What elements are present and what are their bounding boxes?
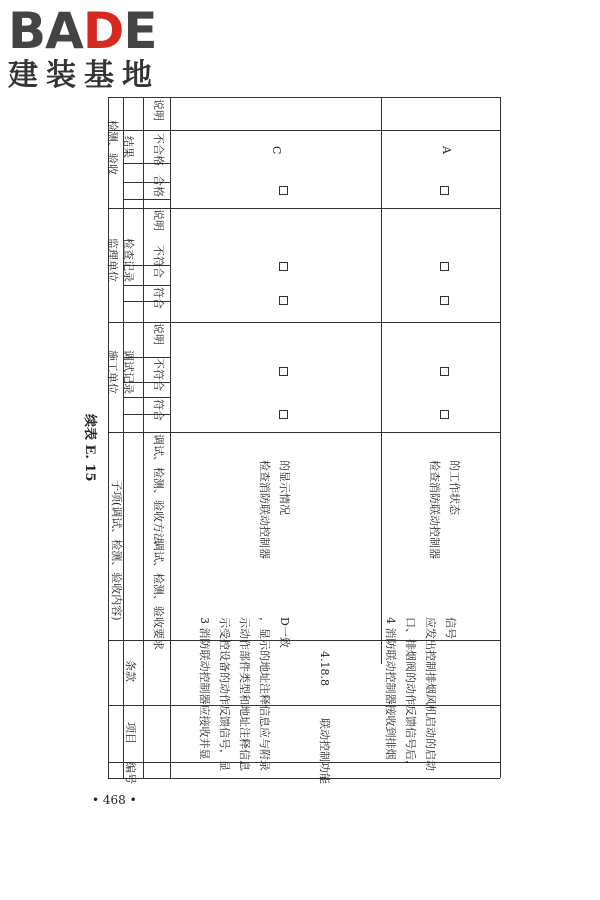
table-rule — [123, 285, 170, 286]
table-rule — [108, 432, 500, 433]
row4-requirement: 应发出控制排烟风机启动的启动 — [424, 617, 437, 771]
row-clause: 4.18.8 — [318, 651, 331, 686]
row3-requirement: D一致 — [278, 617, 291, 648]
logo-subtitle: 建装基地 — [8, 58, 160, 93]
table-title: 续表 E. 15 — [82, 414, 97, 482]
row3-method: 的显示情况 — [278, 460, 291, 515]
table-rule — [108, 97, 109, 778]
header-requirement: 调试、检测、验收要求 — [152, 540, 165, 650]
row4-requirement: 信号 — [444, 617, 457, 639]
table-rule — [108, 130, 500, 131]
row3-requirement: 3 消防联动控制器应接收并显 — [198, 617, 211, 760]
construction-note: 说明 — [152, 323, 165, 345]
row3-checkbox — [279, 296, 288, 305]
logo-wordmark: BADE — [8, 2, 157, 60]
row4-checkbox — [440, 296, 449, 305]
row4-checkbox — [440, 186, 449, 195]
result-fail: 不合格 — [152, 133, 165, 166]
table-rule — [108, 705, 500, 706]
header-number: 编号 — [124, 762, 137, 784]
header-clause: 条款 — [124, 660, 137, 682]
header-item: 项目 — [124, 722, 137, 744]
row4-checkbox — [440, 262, 449, 271]
table-rule — [170, 97, 171, 778]
row4-result-class: A — [440, 146, 453, 154]
result-note: 说明 — [152, 99, 165, 121]
header-construction-b: 调试记录 — [122, 350, 135, 394]
row3-checkbox — [279, 367, 288, 376]
row4-checkbox — [440, 367, 449, 376]
header-result-a: 检测、验收 — [106, 120, 119, 175]
header-sub-item: 子项(调试、检测、验收内容) — [110, 480, 123, 621]
table-rule — [381, 97, 382, 664]
page-number: • 468 • — [92, 793, 137, 807]
table-rule — [123, 199, 170, 200]
header-construction-a: 施工单位 — [106, 350, 119, 394]
row3-requirement: 示动作部件类型和地址注释信息 — [238, 617, 251, 771]
header-supervision-a: 监理单位 — [106, 238, 119, 282]
row4-method: 检查消防联动控制器 — [428, 460, 441, 559]
supervision-note: 说明 — [152, 209, 165, 231]
construction-pass: 符合 — [152, 399, 165, 421]
row4-checkbox — [440, 410, 449, 419]
table-rule — [123, 397, 170, 398]
row3-requirement: ，显示的地址注释信息应与附录 — [258, 617, 271, 771]
supervision-pass: 符合 — [152, 287, 165, 309]
row3-result-class: C — [270, 146, 283, 155]
table-rule — [108, 97, 500, 98]
row3-method: 检查消防联动控制器 — [258, 460, 271, 559]
construction-fail: 不符合 — [152, 358, 165, 391]
table-rule — [108, 762, 500, 763]
header-supervision-b: 检查记录 — [122, 238, 135, 282]
table-rule — [108, 640, 500, 641]
table-rule — [500, 97, 501, 778]
table-rule — [108, 208, 500, 209]
row4-method: 的工作状态 — [448, 460, 461, 515]
row-item-name: 联动控制功能 — [318, 718, 331, 784]
row3-checkbox — [279, 262, 288, 271]
row3-requirement: 示受控设备的动作反馈信号，显 — [218, 617, 231, 771]
supervision-fail: 不符合 — [152, 245, 165, 278]
header-result-b: 结果 — [122, 136, 135, 158]
row4-requirement: 4 消防联动控制器接收到排烟 — [384, 617, 397, 760]
result-pass: 合格 — [152, 175, 165, 197]
table-rule — [108, 778, 500, 779]
row3-checkbox — [279, 410, 288, 419]
row3-checkbox — [279, 186, 288, 195]
row4-requirement: 口、排烟阀的动作反馈信号后， — [404, 617, 417, 771]
table-rule — [108, 322, 500, 323]
header-method: 调试、检测、验收方法 — [152, 434, 165, 544]
